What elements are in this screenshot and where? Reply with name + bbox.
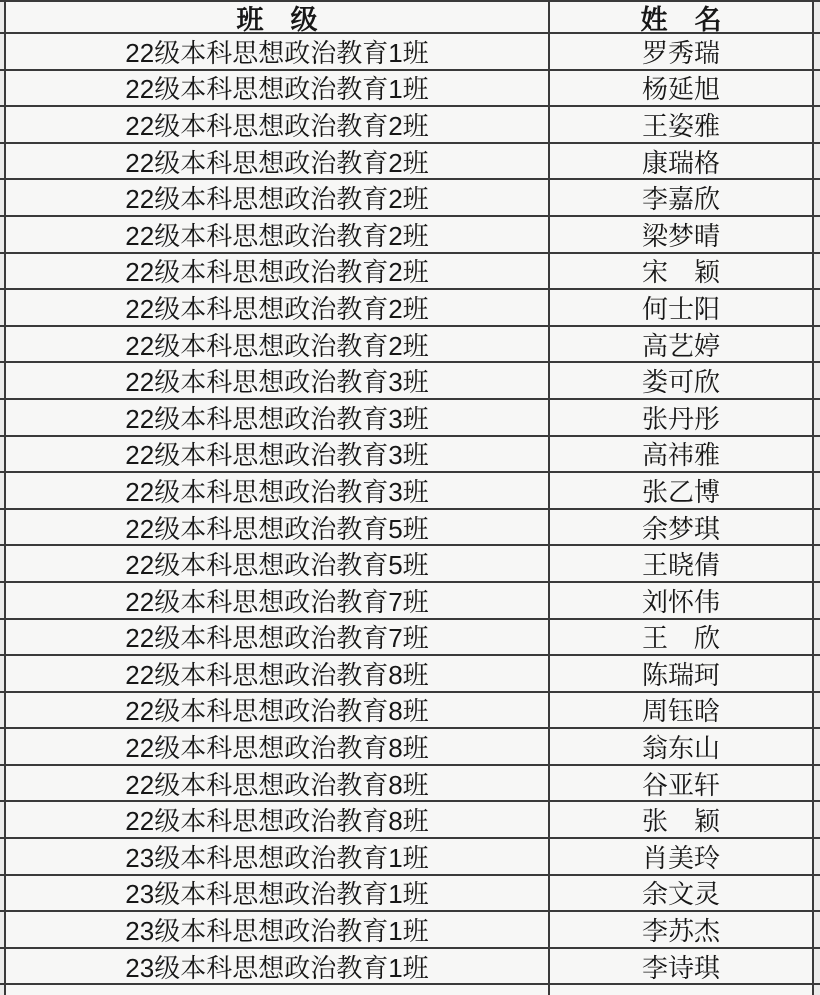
table-row — [0, 144, 820, 181]
class-cell-empty — [4, 985, 550, 995]
table-row — [0, 34, 820, 71]
name-cell: 张丹彤 — [550, 400, 814, 437]
class-cell: 22级本科思想政治教育5班 — [4, 546, 550, 583]
right-margin-cell — [814, 693, 820, 730]
table-row — [0, 693, 820, 730]
table-row — [0, 620, 820, 657]
class-cell: 22级本科思想政治教育7班 — [4, 583, 550, 620]
table-row — [0, 363, 820, 400]
name-cell: 康瑞格 — [550, 144, 814, 181]
name-cell: 王姿雅 — [550, 107, 814, 144]
right-margin-cell — [814, 363, 820, 400]
right-margin-cell — [814, 985, 820, 995]
name-cell: 高祎雅 — [550, 437, 814, 474]
name-cell: 张 颖 — [550, 802, 814, 839]
name-cell: 宋 颖 — [550, 254, 814, 291]
table-row — [0, 876, 820, 913]
column-header-name: 姓 名 — [550, 0, 814, 34]
name-cell: 余梦琪 — [550, 510, 814, 547]
right-margin-cell — [814, 839, 820, 876]
table-row — [0, 180, 820, 217]
name-cell: 何士阳 — [550, 290, 814, 327]
name-cell: 高艺婷 — [550, 327, 814, 364]
class-cell: 22级本科思想政治教育8班 — [4, 802, 550, 839]
name-cell: 李嘉欣 — [550, 180, 814, 217]
table-row — [0, 546, 820, 583]
class-cell: 22级本科思想政治教育7班 — [4, 620, 550, 657]
class-cell: 22级本科思想政治教育3班 — [4, 437, 550, 474]
table-row — [0, 949, 820, 986]
name-cell: 张乙博 — [550, 473, 814, 510]
right-margin-cell — [814, 620, 820, 657]
class-cell: 22级本科思想政治教育2班 — [4, 290, 550, 327]
table-row-partial — [0, 985, 820, 995]
table-row — [0, 802, 820, 839]
right-margin-cell — [814, 876, 820, 913]
table-row — [0, 290, 820, 327]
right-margin-cell — [814, 217, 820, 254]
name-cell: 肖美玲 — [550, 839, 814, 876]
class-cell: 22级本科思想政治教育8班 — [4, 693, 550, 730]
right-margin-cell — [814, 290, 820, 327]
right-margin-cell — [814, 802, 820, 839]
class-cell: 22级本科思想政治教育3班 — [4, 473, 550, 510]
right-margin-cell — [814, 400, 820, 437]
right-margin-cell — [814, 0, 820, 34]
table-body — [0, 34, 820, 985]
table-row — [0, 437, 820, 474]
table-row — [0, 71, 820, 108]
right-margin-cell — [814, 254, 820, 291]
name-cell: 翁东山 — [550, 729, 814, 766]
right-margin-cell — [814, 546, 820, 583]
right-margin-cell — [814, 912, 820, 949]
right-margin-cell — [814, 71, 820, 108]
class-cell: 22级本科思想政治教育3班 — [4, 400, 550, 437]
name-cell: 周钰晗 — [550, 693, 814, 730]
table-row — [0, 656, 820, 693]
right-margin-cell — [814, 656, 820, 693]
class-cell: 22级本科思想政治教育8班 — [4, 656, 550, 693]
name-cell: 刘怀伟 — [550, 583, 814, 620]
name-cell: 娄可欣 — [550, 363, 814, 400]
name-cell: 李苏杰 — [550, 912, 814, 949]
table-row — [0, 327, 820, 364]
class-cell: 22级本科思想政治教育8班 — [4, 766, 550, 803]
class-cell: 23级本科思想政治教育1班 — [4, 949, 550, 986]
right-margin-cell — [814, 583, 820, 620]
table-row — [0, 766, 820, 803]
name-cell-empty — [550, 985, 814, 995]
name-cell: 李诗琪 — [550, 949, 814, 986]
class-cell: 22级本科思想政治教育1班 — [4, 71, 550, 108]
table-row — [0, 912, 820, 949]
table-row — [0, 254, 820, 291]
right-margin-cell — [814, 437, 820, 474]
class-cell: 22级本科思想政治教育2班 — [4, 107, 550, 144]
table-header-row — [0, 0, 820, 34]
right-margin-cell — [814, 729, 820, 766]
name-cell: 杨延旭 — [550, 71, 814, 108]
table-row — [0, 729, 820, 766]
name-cell: 罗秀瑞 — [550, 34, 814, 71]
table-row — [0, 217, 820, 254]
table-row — [0, 839, 820, 876]
class-cell: 22级本科思想政治教育2班 — [4, 180, 550, 217]
right-margin-cell — [814, 473, 820, 510]
right-margin-cell — [814, 34, 820, 71]
table-row — [0, 400, 820, 437]
class-cell: 22级本科思想政治教育2班 — [4, 217, 550, 254]
class-cell: 23级本科思想政治教育1班 — [4, 876, 550, 913]
right-margin-cell — [814, 510, 820, 547]
right-margin-cell — [814, 180, 820, 217]
right-margin-cell — [814, 766, 820, 803]
right-margin-cell — [814, 327, 820, 364]
table-row — [0, 510, 820, 547]
class-cell: 23级本科思想政治教育1班 — [4, 839, 550, 876]
name-cell: 陈瑞珂 — [550, 656, 814, 693]
right-margin-cell — [814, 949, 820, 986]
table-row — [0, 583, 820, 620]
name-cell: 梁梦晴 — [550, 217, 814, 254]
class-cell: 22级本科思想政治教育8班 — [4, 729, 550, 766]
class-cell: 22级本科思想政治教育1班 — [4, 34, 550, 71]
right-margin-cell — [814, 107, 820, 144]
name-cell: 余文灵 — [550, 876, 814, 913]
table-row — [0, 107, 820, 144]
name-cell: 王 欣 — [550, 620, 814, 657]
name-cell: 王晓倩 — [550, 546, 814, 583]
right-margin-cell — [814, 144, 820, 181]
class-cell: 22级本科思想政治教育2班 — [4, 327, 550, 364]
class-cell: 22级本科思想政治教育5班 — [4, 510, 550, 547]
table-row — [0, 473, 820, 510]
class-cell: 22级本科思想政治教育2班 — [4, 254, 550, 291]
column-header-class: 班 级 — [4, 0, 550, 34]
class-cell: 22级本科思想政治教育2班 — [4, 144, 550, 181]
class-cell: 22级本科思想政治教育3班 — [4, 363, 550, 400]
name-cell: 谷亚轩 — [550, 766, 814, 803]
class-cell: 23级本科思想政治教育1班 — [4, 912, 550, 949]
